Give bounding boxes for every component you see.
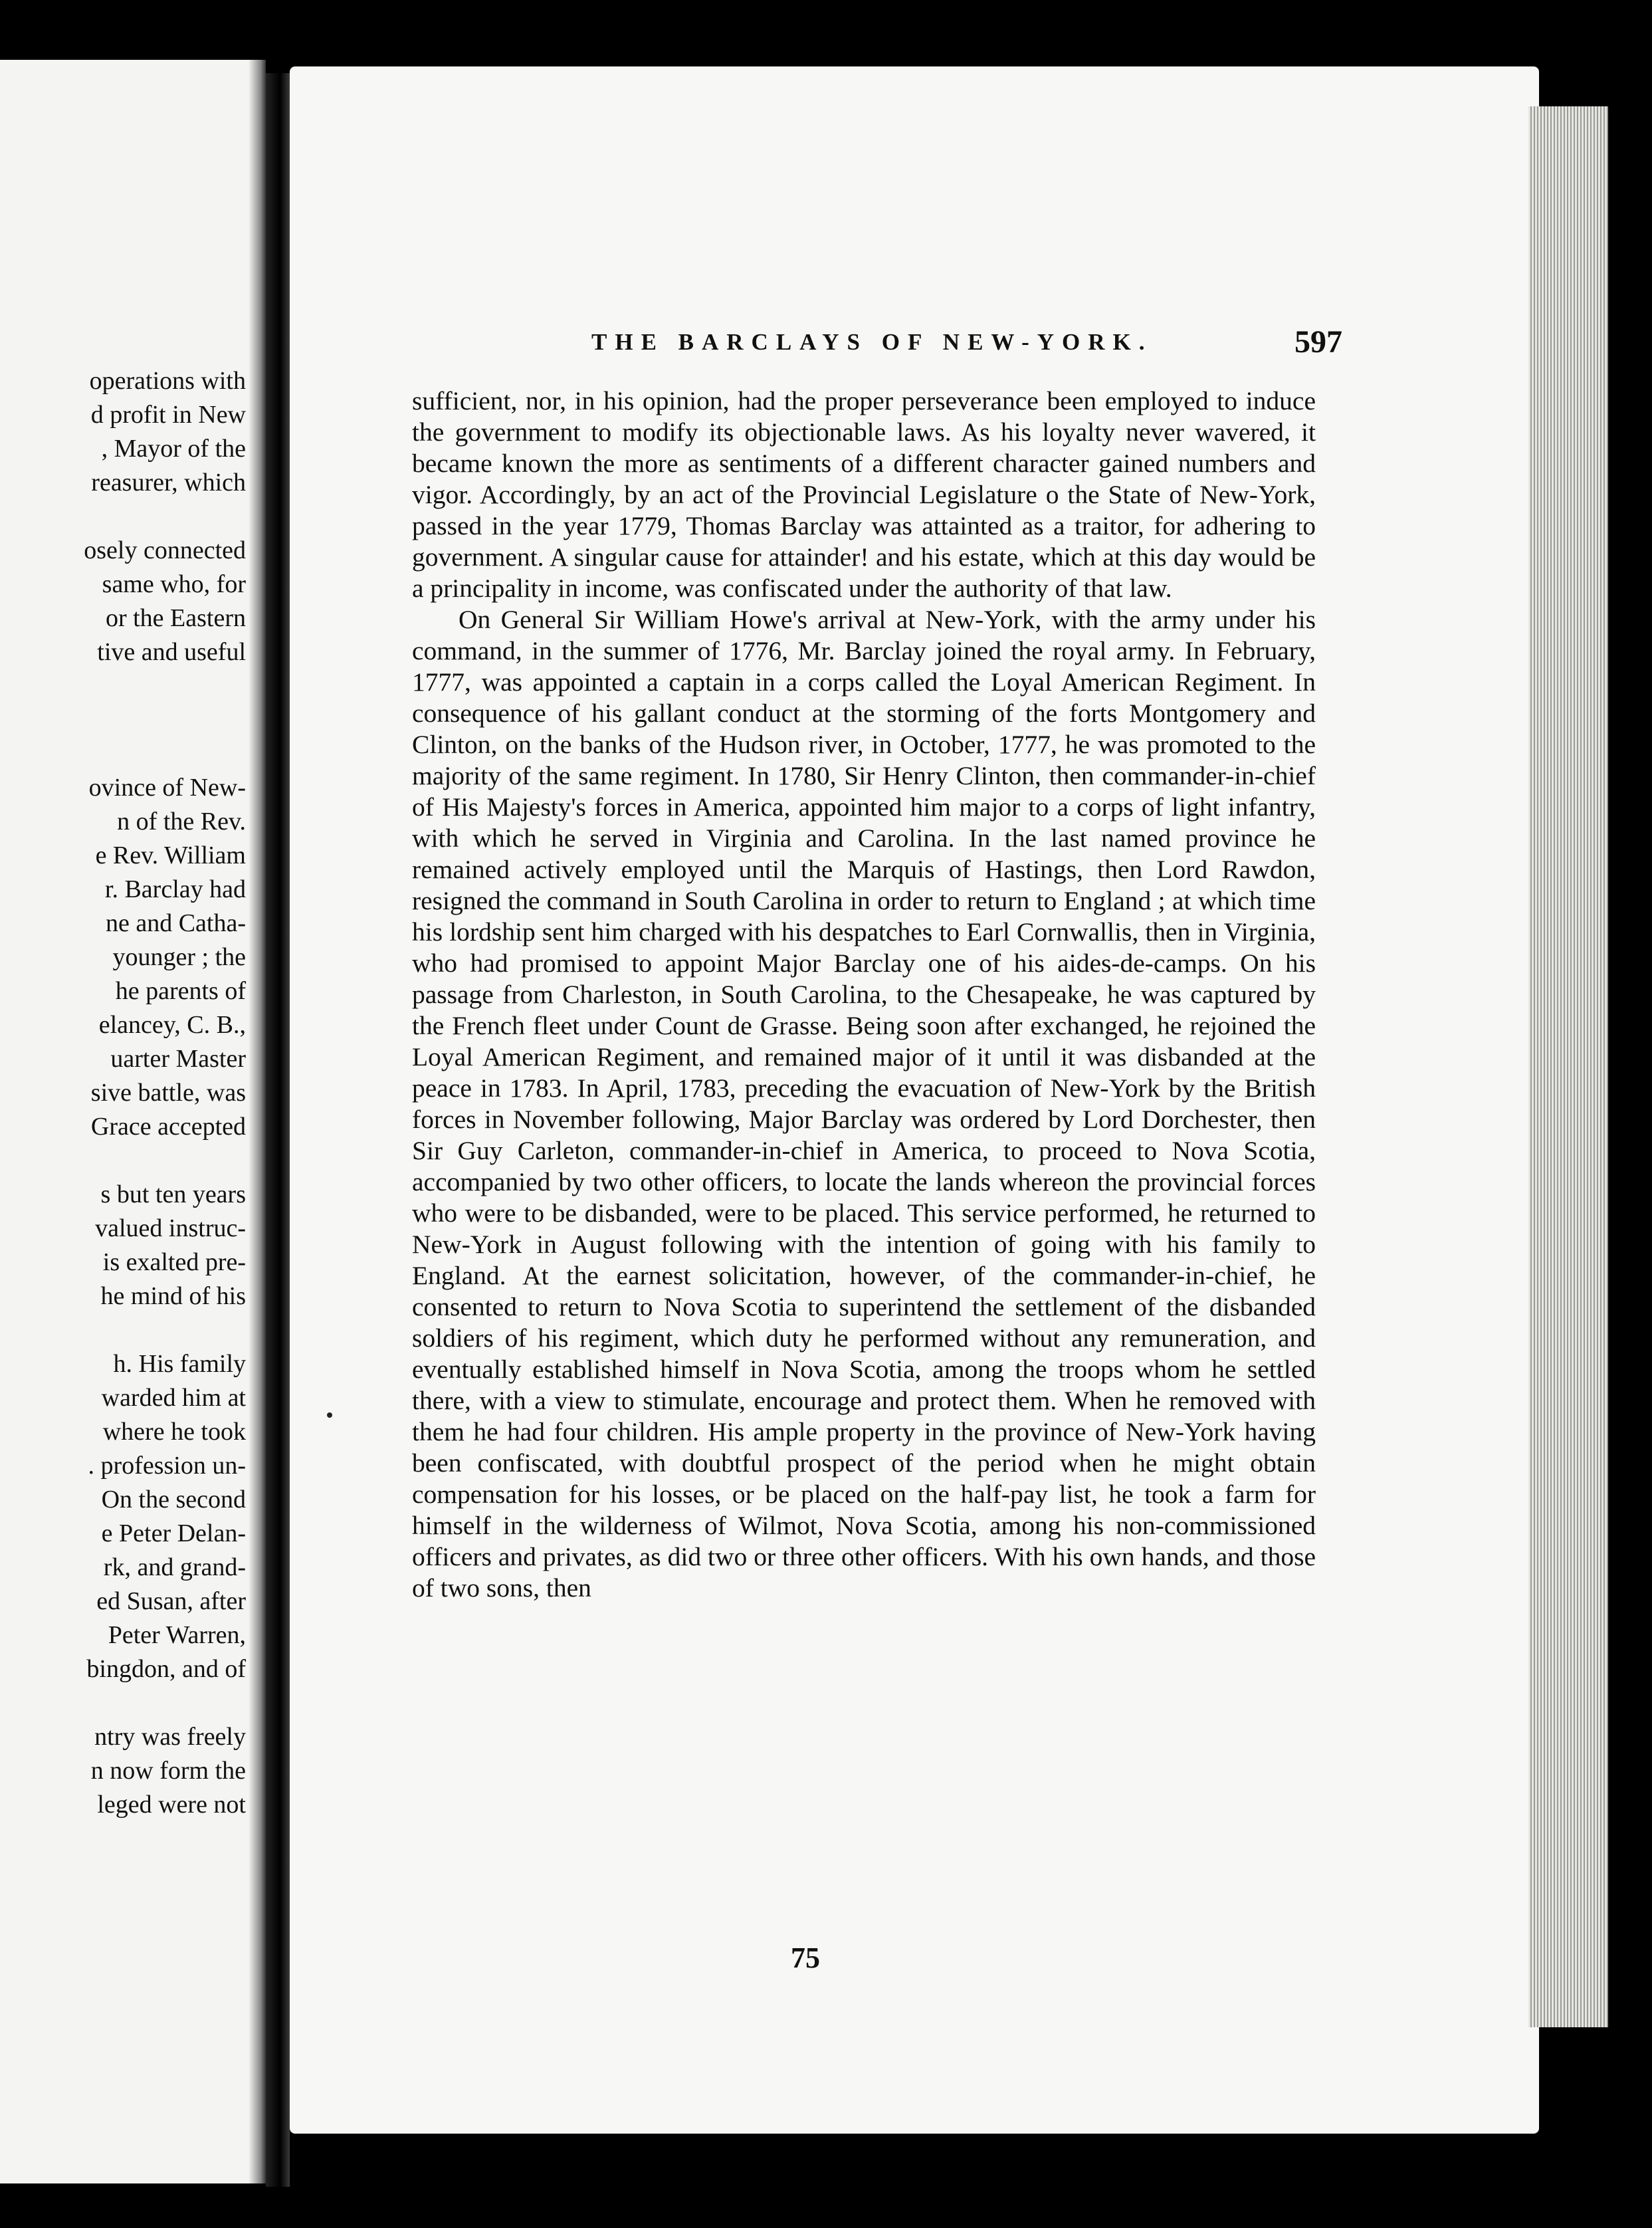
left-page-line: ntry was freely — [94, 1723, 246, 1751]
left-page-line: e Rev. William — [95, 841, 246, 869]
paragraph: sufficient, nor, in his opinion, had the proper perseverance been employed to induce the government to modify its objectionable laws. As his loyalty never wavered, it became known the more as sentiments of a different character gained numbers and vigor. Accordingly, by an act of the Provincial Legislature o the State of New-York, passed in the year 1779, Thomas Barclay was attainted as a traitor, for adhering to government. A singular cause for attainder! and his estate, which at this day would be a principality in income, was confiscated under the authority of that law. — [412, 386, 1316, 603]
left-page-line: ovince of New- — [88, 774, 246, 802]
left-page-line: or the Eastern — [105, 604, 246, 632]
left-page-line: r. Barclay had — [104, 875, 246, 903]
left-page-line: elancey, C. B., — [98, 1011, 246, 1039]
page-number: 597 — [1294, 324, 1342, 360]
ink-speck — [327, 1412, 332, 1418]
book-spine — [266, 73, 290, 2187]
left-page-line: e Peter Delan- — [101, 1519, 246, 1547]
signature-mark: 75 — [791, 1942, 820, 1974]
left-page-line: same who, for — [102, 570, 246, 598]
left-page-line: Peter Warren, — [108, 1621, 246, 1649]
left-page-line: he parents of — [115, 977, 246, 1005]
left-page-line: osely connected — [84, 536, 246, 564]
left-page-line: ne and Catha- — [105, 909, 246, 937]
left-page-line: n now form the — [90, 1757, 246, 1785]
left-page-line: leged were not — [97, 1791, 246, 1819]
running-head: THE BARCLAYS OF NEW-YORK. — [591, 329, 1153, 355]
left-page-line: ed Susan, after — [96, 1587, 246, 1615]
left-page-fragment — [0, 60, 266, 2183]
left-page-line: s but ten years — [100, 1180, 246, 1208]
left-page-line: . profession un- — [88, 1452, 246, 1480]
gutter-shadow — [249, 60, 266, 2183]
page-header — [425, 324, 1342, 369]
left-page-line: is exalted pre- — [102, 1248, 246, 1276]
left-page-line: rk, and grand- — [103, 1553, 246, 1581]
left-page-line: h. His family — [113, 1350, 246, 1378]
body-text — [412, 386, 1316, 1604]
left-page-text — [0, 60, 253, 2183]
left-page-line: d profit in New — [90, 401, 246, 429]
left-page-line: he mind of his — [100, 1282, 246, 1310]
left-page-line: reasurer, which — [91, 469, 246, 497]
left-page-line: , Mayor of the — [101, 435, 246, 463]
left-page-line: Grace accepted — [90, 1113, 246, 1141]
left-page-line: tive and useful — [97, 638, 246, 666]
left-page-line: n of the Rev. — [117, 808, 246, 836]
left-page-line: bingdon, and of — [86, 1655, 246, 1683]
left-page-line: warded him at — [101, 1384, 246, 1412]
left-page-line: On the second — [101, 1486, 246, 1513]
left-page-line: valued instruc- — [95, 1214, 246, 1242]
left-page-line: uarter Master — [110, 1045, 246, 1073]
left-page-line: operations with — [89, 367, 246, 395]
left-page-line: where he took — [102, 1418, 246, 1446]
left-page-line: sive battle, was — [90, 1079, 246, 1107]
paragraph: On General Sir William Howe's arrival at New-York, with the army under his command, in the summer of 1776, Mr. Barclay joined the royal army. In February, 1777, was appointed a captain in a corps called the Loyal American Regiment. In consequence of his gallant conduct at the storming of the forts Montgomery and Clinton, on the banks of the Hudson river, in October, 1777, he was promoted to the majority of the same regiment. In 1780, Sir Henry Clinton, then commander-in-chief of His Majesty's forces in America, appointed him major to a corps of light infantry, with which he served in Virginia and Carolina. In the last named province he remained actively employed until the Marquis of Hastings, then Lord Rawdon, resigned the command in South Carolina in order to return to England ; at which time his lordship sent him charged with his despatches to Earl Cornwallis, then in Virginia, who had promised to appoint Major Barclay one of his aides-de-camps. On his passage from Charleston, in South Carolina, to the Chesapeake, he was captured by the French fleet under Count de Grasse. Being soon after exchanged, he rejoined the Loyal American Regiment, and remained major of it until it was disbanded at the peace in 1783. In April, 1783, preceding the evacuation of New-York by the British forces in November following, Major Barclay was ordered by Lord Dorchester, then Sir Guy Carleton, commander-in-chief in America, to proceed to Nova Scotia, accompanied by two other officers, to locate the lands whereon the provincial forces who were to be disbanded, were to be placed. This service performed, he returned to New-York in August following with the intention of going with his family to England. At the earnest solicitation, however, of the commander-in-chief, he consented to return to Nova Scotia to superintend the settlement of the disbanded soldiers of his regiment, which duty he performed without any remuneration, and eventually established himself in Nova Scotia, among the troops whom he settled there, with a view to stimulate, encourage and protect them. When he removed with them he had four children. His ample property in the province of New-York having been confiscated, with doubtful prospect of the period when he might obtain compensation for his losses, or be placed on the half-pay list, he took a farm for himself in the wilderness of Wilmot, Nova Scotia, among his non-commissioned officers and privates, as did two or three other officers. With his own hands, and those of two sons, then — [412, 605, 1316, 1603]
left-page-line: younger ; the — [112, 943, 246, 971]
page-edges — [1528, 106, 1608, 2027]
